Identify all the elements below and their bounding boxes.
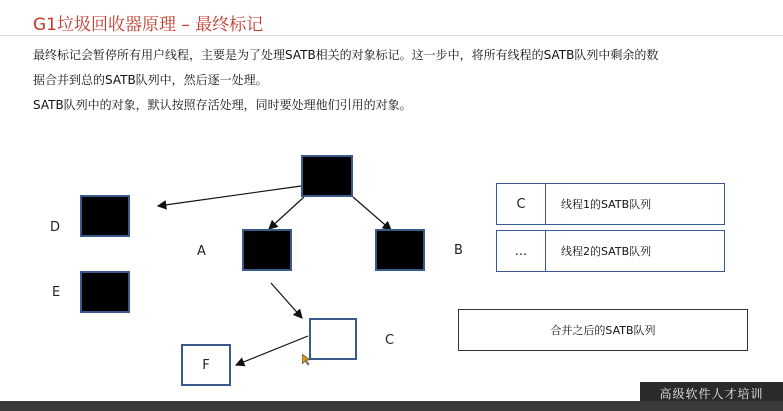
merged-satb-queue [458, 309, 748, 351]
label-e: E [52, 285, 61, 300]
arrow-root-to-a [269, 197, 304, 229]
label-c: C [385, 333, 395, 348]
root-node [301, 155, 353, 197]
node-c [309, 318, 357, 360]
node-f-label: F [202, 357, 210, 373]
label-d: D [50, 220, 61, 235]
node-a [242, 229, 292, 271]
label-a: A [197, 244, 206, 259]
cursor-icon [302, 354, 310, 366]
arrow-root-to-d [158, 186, 301, 206]
node-b [375, 229, 425, 271]
thread1-satb-queue [496, 183, 725, 225]
queue-label: 线程2的SATB队列 [561, 245, 652, 258]
queue-cell: ... [497, 231, 546, 271]
merged-queue-label: 合并之后的SATB队列 [550, 324, 656, 337]
watermark-text: 高级软件人才培训 [659, 386, 764, 401]
node-f [181, 344, 231, 386]
arrow-c-to-f [236, 336, 308, 365]
paragraph-line-1: 最终标记会暂停所有用户线程，主要是为了处理SATB相关的对象标记。这一步中，将所有线程的SATB队列中剩余的数 [33, 48, 659, 62]
node-d [80, 195, 130, 237]
arrow-a-to-c [271, 283, 302, 318]
queue-cell: C [497, 184, 546, 224]
queue-label: 线程1的SATB队列 [561, 198, 652, 211]
paragraph-line-3: SATB队列中的对象，默认按照存活处理，同时要处理他们引用的对象。 [33, 98, 412, 112]
node-e [80, 271, 130, 313]
slide-title: G1垃圾回收器原理 – 最终标记 [33, 15, 264, 35]
bottom-bar [0, 401, 783, 411]
thread2-satb-queue [496, 230, 725, 272]
paragraph-line-2: 据合并到总的SATB队列中，然后逐一处理。 [33, 73, 268, 87]
label-b: B [454, 243, 463, 258]
arrow-root-to-b [353, 197, 391, 230]
